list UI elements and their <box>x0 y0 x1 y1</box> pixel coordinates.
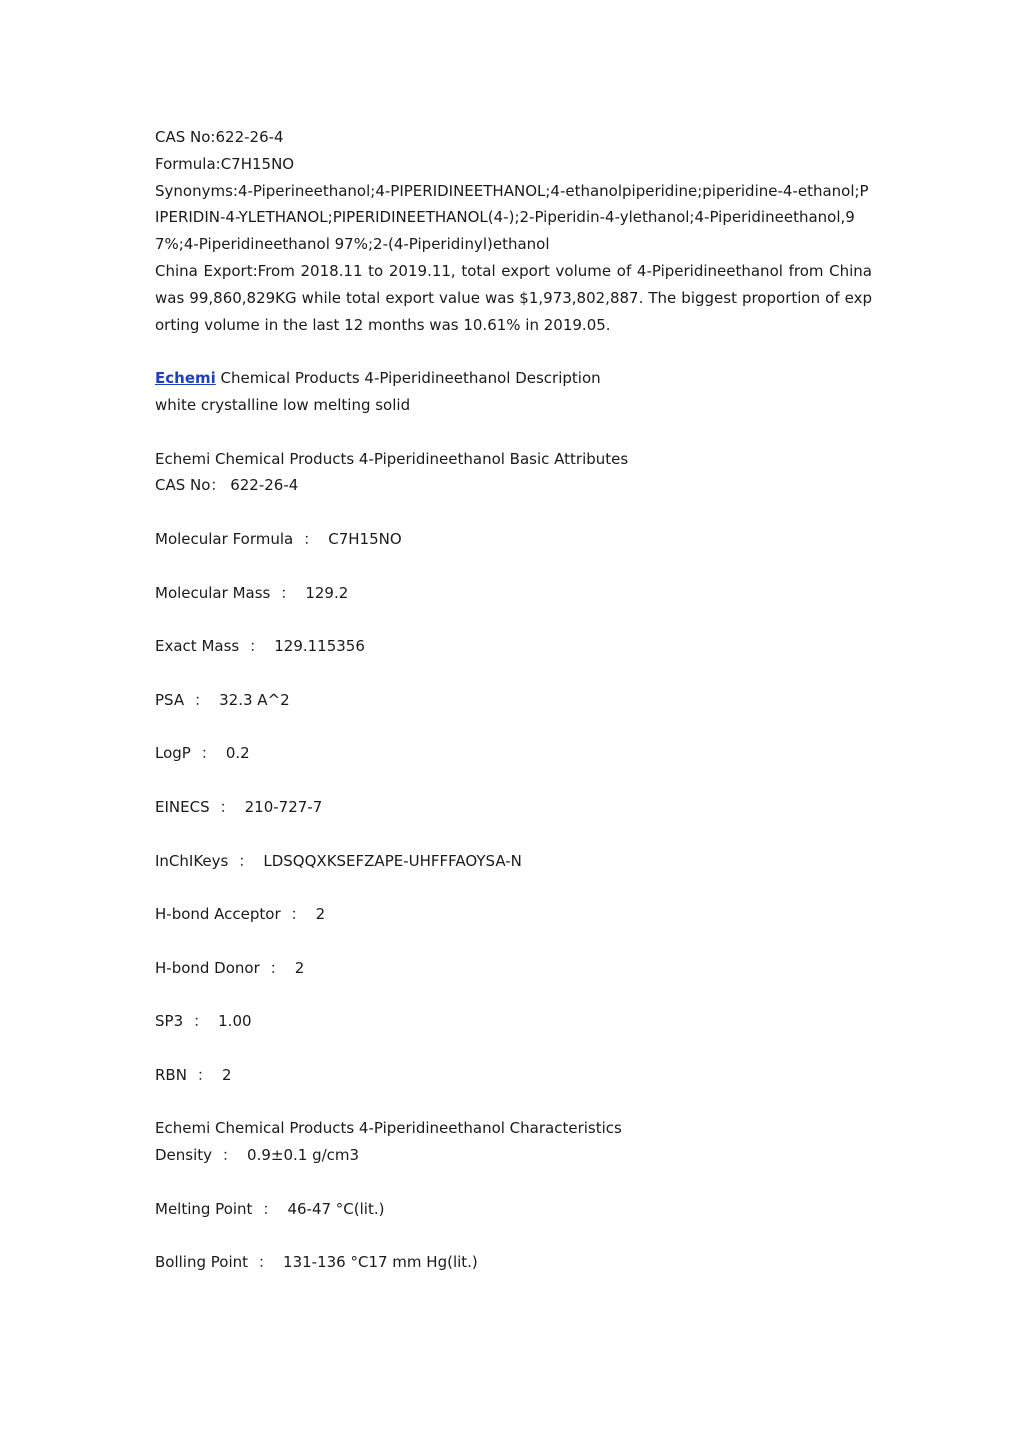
cas-number: CAS No:622-26-4 <box>155 128 284 146</box>
attribute-label: Molecular Mass <box>155 583 271 602</box>
basic-attributes-heading: Echemi Chemical Products 4-Piperidineethanol Basic Attributes <box>155 449 629 468</box>
attribute-row <box>155 740 872 767</box>
attribute-row <box>155 580 872 607</box>
attribute-separator: ： <box>290 905 306 924</box>
characteristics-heading: Echemi Chemical Products 4-Piperidineethanol Characteristics <box>155 1119 622 1138</box>
attribute-label: H-bond Donor <box>155 958 260 977</box>
attribute-value: 0.2 <box>225 744 250 763</box>
attribute-value: C7H15NO <box>328 529 402 548</box>
attribute-separator: ： <box>193 1012 209 1031</box>
attribute-row <box>155 848 872 875</box>
attribute-separator: ： <box>303 529 319 548</box>
attribute-label: LogP <box>155 744 191 763</box>
attribute-row <box>155 1196 872 1223</box>
attribute-value: 129.2 <box>305 583 349 602</box>
china-export: China Export:From 2018.11 to 2019.11, total export volume of 4-Piperidineethanol from China was 99,860,829KG while total export value was $1,973,802,887. The biggest proportion of exporting volume in the last 12 months was 10.61% in 2019.05. <box>155 261 872 334</box>
attribute-value: 131-136 °C17 mm Hg(lit.) <box>283 1253 478 1272</box>
attribute-row <box>155 1008 872 1035</box>
description-heading-text: Chemical Products 4-Piperidineethanol Description <box>215 369 601 388</box>
attribute-row <box>155 526 872 553</box>
basic-cas-line: CAS No： 622-26-4 <box>155 476 299 495</box>
document-page <box>155 124 872 1276</box>
attribute-value: 0.9±0.1 g/cm3 <box>247 1146 360 1165</box>
attribute-separator: ： <box>280 583 296 602</box>
attribute-label: Bolling Point <box>155 1253 249 1272</box>
attribute-label: SP3 <box>155 1012 184 1031</box>
formula: Formula:C7H15NO <box>155 154 295 173</box>
attribute-row <box>155 794 872 821</box>
attribute-separator: ： <box>200 744 216 763</box>
attribute-separator: ： <box>219 797 235 816</box>
attribute-row <box>155 633 872 660</box>
attribute-label: Melting Point <box>155 1199 253 1218</box>
attribute-value: 2 <box>221 1065 232 1084</box>
attribute-row <box>155 1142 872 1169</box>
attribute-value: 46-47 °C(lit.) <box>287 1199 385 1218</box>
description-text: white crystalline low melting solid <box>155 395 411 414</box>
synonyms: Synonyms:4-Piperineethanol;4-PIPERIDINEETHANOL;4-ethanolpiperidine;piperidine-4-ethanol;PIPERIDIN-4-YLETHANOL;PIPERIDINEETHANOL(4-);2-Piperidin-4-ylethanol;4-Piperidineethanol,97%;4-Piperidineethanol 97%;2-(4-Piperidinyl)ethanol <box>155 181 869 254</box>
attribute-value: 210-727-7 <box>244 797 323 816</box>
attribute-row <box>155 1062 872 1089</box>
attribute-row <box>155 1249 872 1276</box>
attribute-separator: ： <box>238 851 254 870</box>
attribute-value: 1.00 <box>218 1012 252 1031</box>
attribute-label: InChIKeys <box>155 851 229 870</box>
echemi-link[interactable]: Echemi <box>155 369 216 388</box>
attribute-value: 129.115356 <box>274 637 365 656</box>
attribute-row <box>155 955 872 982</box>
attribute-row <box>155 687 872 714</box>
attribute-separator: ： <box>269 958 285 977</box>
attribute-separator: ： <box>194 690 210 709</box>
characteristics-list <box>155 1169 872 1276</box>
attribute-separator: ： <box>222 1146 238 1165</box>
attribute-label: Exact Mass <box>155 637 240 656</box>
attribute-separator: ： <box>249 637 265 656</box>
attribute-separator: ： <box>262 1199 278 1218</box>
attribute-value: 2 <box>294 958 305 977</box>
attribute-label: H-bond Acceptor <box>155 905 281 924</box>
attribute-value: LDSQQXKSEFZAPE-UHFFFAOYSA-N <box>263 851 522 870</box>
attribute-value: 2 <box>315 905 326 924</box>
description-heading <box>155 365 872 392</box>
attribute-label: PSA <box>155 690 185 709</box>
attribute-label: Molecular Formula <box>155 529 294 548</box>
basic-attributes-list <box>155 499 872 1089</box>
attribute-row <box>155 901 872 928</box>
attribute-label: RBN <box>155 1065 187 1084</box>
attribute-label: Density <box>155 1146 213 1165</box>
attribute-separator: ： <box>196 1065 212 1084</box>
attribute-label: EINECS <box>155 797 210 816</box>
attribute-value: 32.3 A^2 <box>219 690 290 709</box>
attribute-separator: ： <box>258 1253 274 1272</box>
